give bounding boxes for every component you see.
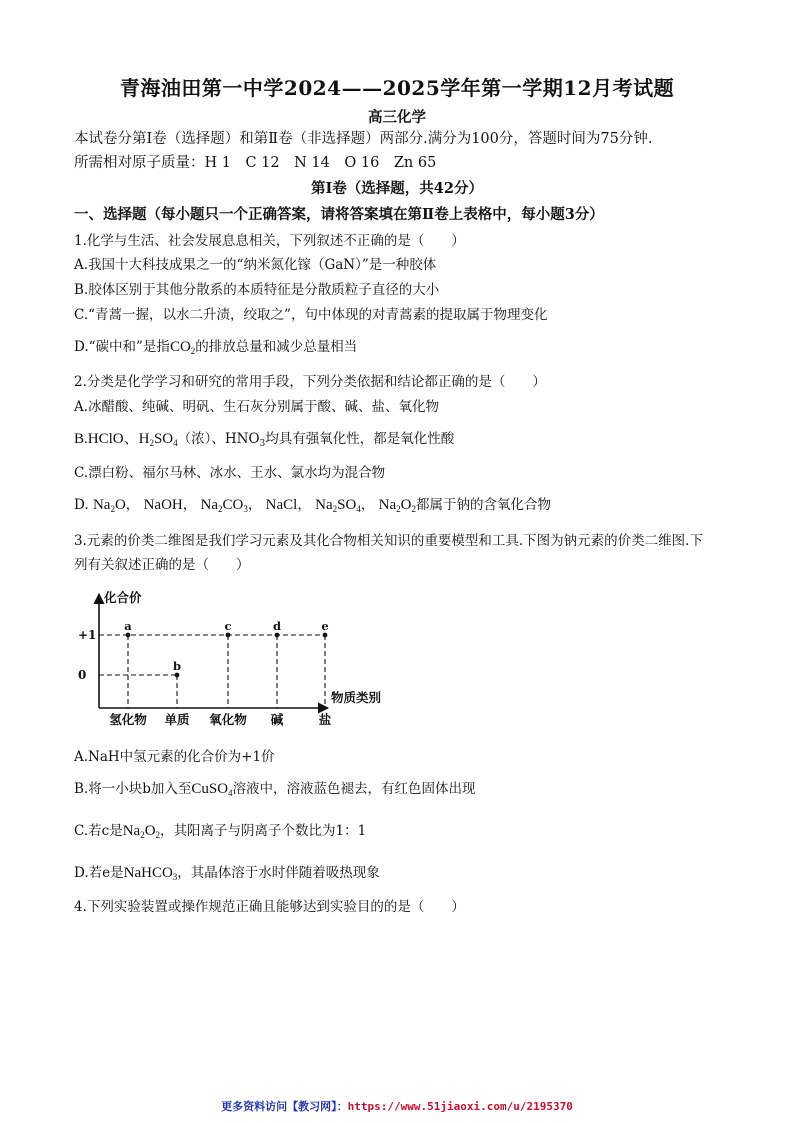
q3-c-f-b: O [144,823,156,839]
q3-stem-line-1: 3.元素的价类二维图是我们学习元素及其化合物相关知识的重要模型和工具.下图为钠元素的价类二维图.下 [74,533,703,549]
q2-b-text [74,431,178,447]
q3-b-formula [191,781,232,797]
q3-d-formula [124,865,178,881]
chart-points [126,633,328,678]
q3-option-d [74,864,380,882]
q1-option-c: C.“青蒿一握，以水二升渍，绞取之”，句中体现的对青蒿素的提取属于物理变化 [74,307,548,323]
data-point [226,633,231,638]
q1-d-formula-sub: 2 [190,346,196,356]
point-label: d [272,619,282,633]
y-tick-label: 0 [78,668,87,682]
f1-s: 2 [110,504,115,514]
x-category-label: 碱 [270,712,284,727]
q2-d-sep-5: ， [360,497,375,513]
q2-option-c: C.漂白粉、福尔马林、冰水、王水、氯水均为混合物 [74,465,386,481]
x-category-label: 单质 [164,712,190,727]
q1-d-text-pre: D.“碳中和”是指 [74,339,170,355]
q3-c-f-s1: 2 [140,830,145,840]
data-point [126,633,131,638]
q2-stem: 2.分类是化学学习和研究的常用手段，下列分类依据和结论都正确的是（ ） [74,374,546,390]
q2-b-part-4: 均具有强氧化性，都是氧化性酸 [265,431,455,447]
q3-option-c [74,822,366,840]
data-point [175,673,180,678]
point-label: a [124,619,132,633]
q2-d-formula-6 [379,497,416,513]
intro-line-2: 所需相对原子质量：H 1 C 12 N 14 O 16 Zn 65 [74,155,437,171]
q2-d-label: D. [74,497,89,513]
q3-c-f-s2: 2 [155,830,161,840]
q2-d-text-post: 都属于钠的含氧化合物 [415,497,551,513]
sodium-valence-chart [76,588,396,740]
q3-b-formula-sub: 4 [228,788,233,798]
f6-a: Na [378,497,397,513]
q1-d-text-post: 的排放总量和减少总量相当 [195,339,358,355]
q1-d-formula-body: CO [169,339,191,355]
q2-d-formula-4: NaCl [265,497,298,513]
f3-s2: 3 [243,504,248,514]
q2-option-a: A.冰醋酸、纯碱、明矾、生石灰分别属于酸、碱、盐、氧化物 [74,399,440,415]
q4-stem: 4.下列实验装置或操作规范正确且能够达到实验目的的是（ ） [74,899,465,915]
y-axis-title: 化合价 [104,590,142,605]
q2-b-sub-1: 2 [149,438,154,448]
x-category-label: 氢化物 [109,712,147,727]
q1-stem: 1.化学与生活、社会发展息息相关，下列叙述不正确的是（ ） [74,233,465,249]
data-point [275,633,280,638]
chart-guides [99,635,325,708]
point-label: c [224,619,232,633]
q2-d-formula-5 [315,497,361,513]
footer-prefix: 更多资料访问【教习网】： [221,1100,348,1113]
q2-option-d [74,496,551,514]
q2-d-sep-4: ， [297,497,311,513]
q3-b-formula-body: CuSO [191,781,229,797]
q2-d-formula-3 [201,497,248,513]
x-axis-title: 物质类别 [331,690,382,705]
f3-b: CO [222,497,244,513]
section-instruction: 一、选择题（每小题只一个正确答案，请将答案填在第Ⅱ卷上表格中，每小题3分） [74,206,604,223]
data-point [323,633,328,638]
q3-c-text-pre: C.若c是 [74,823,123,839]
q3-option-b [74,780,476,798]
point-label: e [321,619,329,633]
q1-option-b: B.胶体区别于其他分散系的本质特征是分散质粒子直径的大小 [74,282,440,298]
f5-b: SO [337,497,357,513]
chart-labels [78,590,382,727]
q3-c-formula [123,823,160,839]
q2-d-sep-3: ， [247,497,262,513]
f6-s2: 2 [411,504,416,514]
f1-b: O [114,497,126,513]
q2-d-formula-2: NaOH [143,497,183,513]
q2-b-sub-2: 4 [173,438,178,448]
q3-option-a: A.NaH中氢元素的化合价为+1价 [74,749,275,765]
f5-s2: 4 [356,504,361,514]
q2-b-part-3: （浓）、HNO [177,431,260,447]
q1-option-d [74,338,357,356]
f3-s: 2 [218,504,223,514]
f5-s: 2 [332,504,338,514]
q2-b-part-2: SO [153,431,174,447]
q2-d-formula-1 [93,497,126,513]
chart-axes [99,594,328,708]
point-label: b [172,659,182,673]
footer-url[interactable]: https://www.51jiaoxi.com/u/2195370 [347,1100,573,1113]
q2-b-part-1: B.HClO、H [74,431,150,447]
q3-c-f-a: Na [122,823,141,839]
q2-d-sep-2: ， [182,497,197,513]
q2-b-sub-3: 3 [259,439,266,449]
f1-a: Na [92,497,111,513]
exam-subject: 高三化学 [368,109,426,126]
exam-title: 青海油田第一中学2024——2025学年第一学期12月考试题 [119,76,675,100]
f6-s: 2 [396,504,401,514]
y-tick-label: +1 [78,628,97,642]
q3-d-formula-body: NaHCO [123,865,173,881]
q2-d-sep-1: ， [125,497,140,513]
intro-line-1: 本试卷分第Ⅰ卷（选择题）和第Ⅱ卷（非选择题）两部分.满分为100分，答题时间为75分钟. [74,131,653,147]
section-heading: 第Ⅰ卷（选择题，共42分） [311,180,483,197]
f3-a: Na [200,497,219,513]
q3-c-text-post: ，其阳离子与阴离子个数比为1：1 [160,823,367,839]
x-category-label: 氧化物 [209,712,247,727]
q3-d-formula-sub: 3 [172,872,178,882]
q3-d-text-pre: D.若e是 [74,865,124,881]
f5-a: Na [315,497,333,513]
x-category-label: 盐 [318,712,332,727]
q3-stem-line-2: 列有关叙述正确的是（ ） [74,557,250,573]
footer-source-link[interactable] [0,1098,794,1114]
q1-d-formula [170,339,195,355]
q3-b-text-post: 溶液中，溶液蓝色褪去，有红色固体出现 [232,781,476,797]
q3-b-text-pre: B.将一小块b加入至 [74,781,192,797]
f6-b: O [400,497,412,513]
q2-option-b [74,430,454,448]
q1-option-a: A.我国十大科技成果之一的“纳米氮化镓（GaN）”是一种胶体 [74,257,437,273]
q3-d-text-post: ，其晶体溶于水时伴随着吸热现象 [177,865,380,881]
